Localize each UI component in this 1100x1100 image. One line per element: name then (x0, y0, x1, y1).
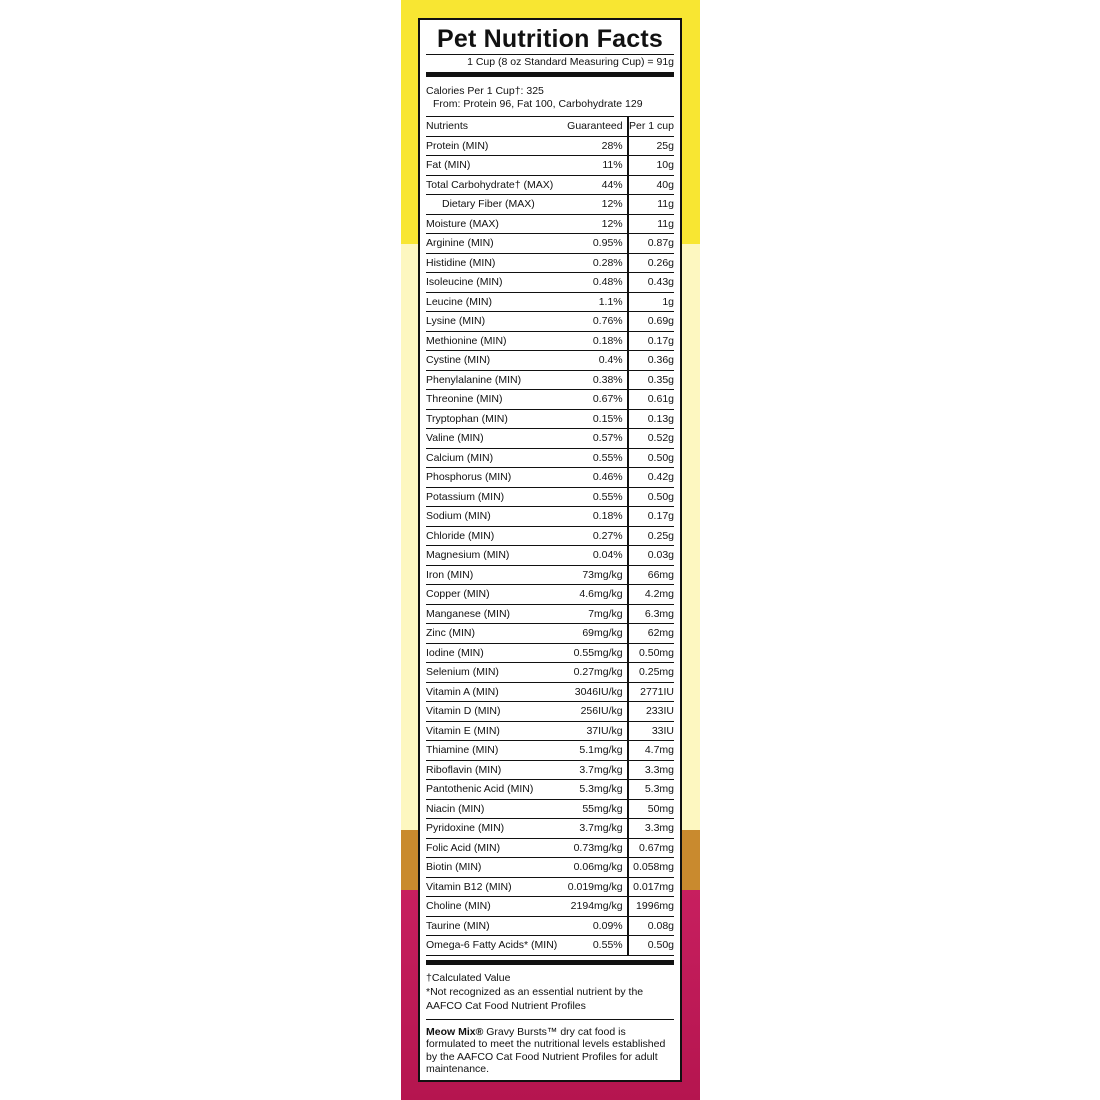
header-per-cup: Per 1 cup (628, 117, 674, 136)
table-row (426, 507, 674, 527)
table-row (426, 936, 674, 956)
per-cup-value: 4.7mg (628, 741, 674, 761)
serving-size: 1 Cup (8 oz Standard Measuring Cup) = 91g (467, 56, 674, 68)
guaranteed-value: 28% (601, 139, 623, 152)
per-cup-value: 25g (628, 136, 674, 156)
table-row (426, 819, 674, 839)
table-row (426, 682, 674, 702)
guaranteed-value: 0.38% (592, 373, 623, 386)
table-row (426, 526, 674, 546)
nutrient-name: Phenylalanine (MIN) (426, 373, 522, 386)
header-guaranteed: Guaranteed (567, 120, 623, 132)
calories-from: From: Protein 96, Fat 100, Carbohydrate 129 (433, 98, 643, 110)
guaranteed-value: 3046IU/kg (574, 685, 623, 698)
guaranteed-value: 7mg/kg (588, 607, 623, 620)
table-row (426, 624, 674, 644)
nutrient-name: Riboflavin (MIN) (426, 763, 502, 776)
per-cup-value: 0.017mg (628, 877, 674, 897)
table-row (426, 897, 674, 917)
per-cup-value: 3.3mg (628, 819, 674, 839)
guaranteed-value: 0.55% (592, 451, 623, 464)
per-cup-value: 0.17g (628, 331, 674, 351)
per-cup-value: 0.25g (628, 526, 674, 546)
guaranteed-value: 0.55mg/kg (573, 646, 623, 659)
per-cup-value: 6.3mg (628, 604, 674, 624)
guaranteed-value: 2194mg/kg (570, 900, 623, 912)
nutrient-name: Manganese (MIN) (426, 607, 511, 620)
nutrient-name: Methionine (MIN) (426, 334, 507, 347)
guaranteed-value: 0.06mg/kg (573, 861, 623, 873)
nutrient-name: Iodine (MIN) (426, 646, 484, 659)
per-cup-value: 3.3mg (628, 760, 674, 780)
nutrient-name: Vitamin E (MIN) (426, 724, 500, 737)
guaranteed-value: 5.3mg/kg (579, 783, 623, 795)
nutrient-name: Total Carbohydrate† (MAX) (426, 178, 554, 191)
table-row (426, 858, 674, 878)
per-cup-value: 1996mg (628, 897, 674, 917)
per-cup-value: 0.50mg (628, 643, 674, 663)
per-cup-value: 11g (628, 214, 674, 234)
nutrient-name: Moisture (MAX) (426, 217, 499, 230)
nutrient-name: Dietary Fiber (MAX) (442, 198, 535, 210)
nutrient-name: Vitamin B12 (MIN) (426, 880, 512, 893)
guaranteed-value: 0.27mg/kg (573, 666, 623, 678)
per-cup-value: 0.058mg (628, 858, 674, 878)
per-cup-value: 50mg (628, 799, 674, 819)
nutrient-name: Cystine (MIN) (426, 354, 491, 366)
guaranteed-value: 0.09% (592, 919, 623, 932)
guaranteed-value: 0.67% (592, 393, 623, 405)
guaranteed-value: 5.1mg/kg (579, 744, 623, 756)
guaranteed-value: 0.15% (592, 412, 623, 425)
table-row (426, 448, 674, 468)
table-row (426, 760, 674, 780)
nutrient-name: Choline (MIN) (426, 900, 491, 912)
table-row (426, 370, 674, 390)
guaranteed-value: 0.57% (592, 432, 623, 444)
table-row (426, 546, 674, 566)
guaranteed-value: 0.46% (592, 471, 623, 483)
per-cup-value: 0.67mg (628, 838, 674, 858)
table-row (426, 253, 674, 273)
guaranteed-value: 0.04% (592, 549, 623, 561)
table-row (426, 195, 674, 215)
nutrient-name: Valine (MIN) (426, 432, 484, 444)
statement-text: Gravy Bursts™ dry cat food is formulated to meet the nutritional levels established by the AAFCO Cat Food Nutrient Profiles for adult maintenance. (426, 1025, 666, 1075)
guaranteed-value: 0.4% (598, 354, 623, 366)
guaranteed-value: 0.18% (592, 510, 623, 522)
table-row (426, 487, 674, 507)
nutrient-name: Taurine (MIN) (426, 919, 490, 932)
nutrient-name: Thiamine (MIN) (426, 744, 499, 756)
table-row (426, 136, 674, 156)
nutrient-name: Calcium (MIN) (426, 451, 494, 464)
per-cup-value: 0.50g (628, 487, 674, 507)
guaranteed-value: 256IU/kg (580, 705, 623, 717)
guaranteed-value: 12% (601, 217, 623, 230)
per-cup-value: 40g (628, 175, 674, 195)
per-cup-value: 11g (628, 195, 674, 215)
table-row (426, 643, 674, 663)
nutrient-name: Potassium (MIN) (426, 490, 505, 503)
guaranteed-value: 73mg/kg (582, 568, 623, 581)
guaranteed-value: 44% (601, 178, 623, 191)
table-row (426, 799, 674, 819)
table-row (426, 331, 674, 351)
guaranteed-value: 4.6mg/kg (579, 588, 623, 600)
nutrient-name: Omega-6 Fatty Acids* (MIN) (426, 939, 558, 951)
per-cup-value: 5.3mg (628, 780, 674, 800)
table-row (426, 663, 674, 683)
per-cup-value: 0.08g (628, 916, 674, 936)
nutrient-name: Sodium (MIN) (426, 510, 491, 522)
header-nutrients: Nutrients (426, 120, 469, 132)
panel-title: Pet Nutrition Facts (436, 25, 664, 53)
guaranteed-value: 0.55% (592, 490, 623, 503)
nutrient-name: Iron (MIN) (426, 568, 474, 581)
nutrient-name: Pyridoxine (MIN) (426, 822, 505, 834)
brand-name: Meow Mix® (426, 1025, 484, 1038)
guaranteed-value: 0.48% (592, 276, 623, 288)
nutrient-name: Copper (MIN) (426, 588, 490, 600)
guaranteed-value: 3.7mg/kg (579, 763, 623, 776)
nutrient-name: Pantothenic Acid (MIN) (426, 783, 534, 795)
table-row (426, 838, 674, 858)
table-row (426, 390, 674, 410)
nutrient-name: Magnesium (MIN) (426, 549, 510, 561)
per-cup-value: 0.13g (628, 409, 674, 429)
table-row (426, 214, 674, 234)
table-row (426, 916, 674, 936)
guaranteed-value: 3.7mg/kg (579, 822, 623, 834)
per-cup-value: 0.61g (628, 390, 674, 410)
per-cup-value: 0.87g (628, 234, 674, 254)
table-row (426, 156, 674, 176)
per-cup-value: 0.17g (628, 507, 674, 527)
guaranteed-value: 37IU/kg (586, 724, 623, 737)
per-cup-value: 0.36g (628, 351, 674, 371)
table-row (426, 175, 674, 195)
per-cup-value: 0.50g (628, 448, 674, 468)
table-row (426, 409, 674, 429)
guaranteed-value: 69mg/kg (582, 627, 623, 639)
nutrient-name: Vitamin A (MIN) (426, 685, 499, 698)
nutrient-name: Histidine (MIN) (426, 256, 496, 269)
table-row (426, 741, 674, 761)
guaranteed-value: 11% (602, 159, 623, 171)
nutrient-name: Phosphorus (MIN) (426, 471, 512, 483)
table-row (426, 273, 674, 293)
guaranteed-value: 0.28% (592, 256, 623, 269)
table-row (426, 565, 674, 585)
aafco-statement (426, 1020, 674, 1076)
nutrition-facts-panel (418, 18, 682, 1082)
table-row (426, 780, 674, 800)
per-cup-value: 0.03g (628, 546, 674, 566)
nutrient-name: Niacin (MIN) (426, 802, 485, 815)
footnotes (426, 965, 674, 1019)
table-row (426, 234, 674, 254)
nutrient-name: Folic Acid (MIN) (426, 841, 501, 854)
nutrient-name: Zinc (MIN) (426, 627, 475, 639)
nutrient-name: Vitamin D (MIN) (426, 705, 501, 717)
guaranteed-value: 0.019mg/kg (567, 880, 623, 893)
per-cup-value: 0.42g (628, 468, 674, 488)
per-cup-value: 0.35g (628, 370, 674, 390)
nutrient-name: Lysine (MIN) (426, 315, 486, 327)
nutrients-table (426, 117, 674, 956)
per-cup-value: 233IU (628, 702, 674, 722)
table-row (426, 877, 674, 897)
per-cup-value: 62mg (628, 624, 674, 644)
nutrient-name: Selenium (MIN) (426, 666, 499, 678)
per-cup-value: 66mg (628, 565, 674, 585)
guaranteed-value: 1.1% (598, 295, 623, 308)
calories-per-cup: Calories Per 1 Cup†: 325 (426, 85, 544, 97)
nutrient-name: Chloride (MIN) (426, 529, 495, 542)
table-row (426, 604, 674, 624)
guaranteed-value: 0.76% (592, 315, 623, 327)
per-cup-value: 2771IU (628, 682, 674, 702)
table-row (426, 585, 674, 605)
guaranteed-value: 55mg/kg (582, 802, 623, 815)
guaranteed-value: 12% (601, 198, 623, 210)
per-cup-value: 1g (628, 292, 674, 312)
per-cup-value: 0.25mg (628, 663, 674, 683)
table-row (426, 292, 674, 312)
table-row (426, 429, 674, 449)
nutrient-name: Leucine (MIN) (426, 295, 492, 308)
table-row (426, 702, 674, 722)
per-cup-value: 0.50g (628, 936, 674, 956)
guaranteed-value: 0.27% (592, 529, 623, 542)
per-cup-value: 0.69g (628, 312, 674, 332)
nutrient-name: Tryptophan (MIN) (426, 412, 508, 425)
per-cup-value: 0.43g (628, 273, 674, 293)
per-cup-value: 0.26g (628, 253, 674, 273)
per-cup-value: 4.2mg (628, 585, 674, 605)
per-cup-value: 0.52g (628, 429, 674, 449)
nutrient-name: Arginine (MIN) (426, 237, 494, 249)
nutrient-name: Fat (MIN) (426, 159, 471, 171)
guaranteed-value: 0.73mg/kg (573, 841, 623, 854)
table-row (426, 312, 674, 332)
footnote-not-recognized: *Not recognized as an essential nutrient by the AAFCO Cat Food Nutrient Profiles (426, 985, 644, 1012)
nutrient-name: Protein (MIN) (426, 139, 489, 152)
table-header-row (426, 117, 674, 136)
per-cup-value: 33IU (628, 721, 674, 741)
guaranteed-value: 0.95% (592, 237, 623, 249)
footnote-calculated: †Calculated Value (426, 971, 511, 984)
table-row (426, 468, 674, 488)
guaranteed-value: 0.18% (592, 334, 623, 347)
table-row (426, 721, 674, 741)
nutrient-name: Isoleucine (MIN) (426, 276, 503, 288)
calories-block (426, 77, 674, 116)
guaranteed-value: 0.55% (592, 939, 623, 951)
nutrient-name: Threonine (MIN) (426, 393, 503, 405)
per-cup-value: 10g (628, 156, 674, 176)
table-row (426, 351, 674, 371)
nutrient-name: Biotin (MIN) (426, 861, 482, 873)
